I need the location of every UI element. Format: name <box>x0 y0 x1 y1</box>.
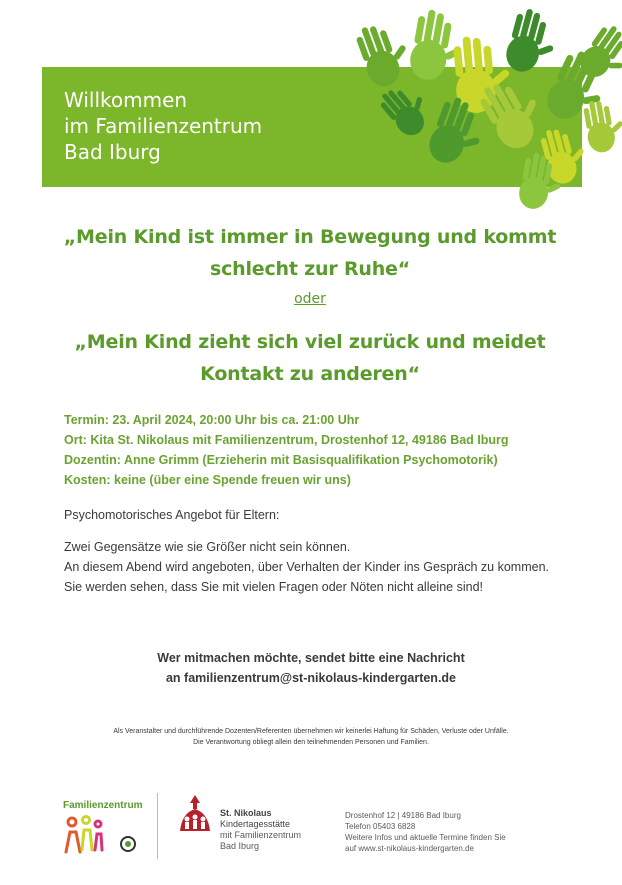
sn-line-3: mit Familienzentrum <box>220 830 302 840</box>
footer-divider <box>157 793 158 859</box>
handprints-decoration <box>300 0 622 225</box>
contact-info: Weitere Infos und aktuelle Termine finden Sie <box>345 833 506 842</box>
headline-2-line-2: Kontakt zu anderen“ <box>200 363 420 385</box>
banner-line-3: Bad Iburg <box>64 140 161 164</box>
headline-1 <box>30 221 590 285</box>
banner-line-1: Willkommen <box>64 88 188 112</box>
disclaimer-line-1: Als Veranstalter und durchführende Dozenten/Referenten übernehmen wir keinerlei Haftung für Schäden, Verluste oder Unfälle. <box>113 728 509 735</box>
sn-line-1: St. Nikolaus <box>220 808 272 818</box>
familienzentrum-logo-icon <box>62 812 144 858</box>
sn-line-2: Kindertagesstätte <box>220 819 291 829</box>
offer-title: Psychomotorisches Angebot für Eltern: <box>64 508 280 522</box>
sn-line-4: Bad Iburg <box>220 841 260 851</box>
headline-2 <box>30 326 590 390</box>
offer-description: Zwei Gegensätze wie sie Größer nicht sein können. An diesem Abend wird angeboten, über Verhalten der Kinder ins Gespräch zu kommen. Sie werden sehen, dass Sie mit vielen Fragen oder Nöten nicht alleine sind! <box>64 540 550 594</box>
detail-location: Ort: Kita St. Nikolaus mit Familienzentrum, Drostenhof 12, 49186 Bad Iburg <box>64 433 509 447</box>
detail-date: Termin: 23. April 2024, 20:00 Uhr bis ca. 21:00 Uhr <box>64 413 360 427</box>
cta-email: an familienzentrum@st-nikolaus-kindergarten.de <box>165 671 457 685</box>
detail-cost: Kosten: keine (über eine Spende freuen wir uns) <box>64 473 351 487</box>
disclaimer-line-2: Die Verantwortung obliegt allein den teilnehmenden Personen und Familien. <box>193 739 429 746</box>
familienzentrum-logo-title: Familienzentrum <box>63 800 143 811</box>
detail-instructor: Dozentin: Anne Grimm (Erzieherin mit Basisqualifikation Psychomotorik) <box>64 453 498 467</box>
contact-phone: Telefon 05403 6828 <box>345 822 416 831</box>
banner-line-2: im Familienzentrum <box>64 114 263 138</box>
headline-2-line-1: „Mein Kind zieht sich viel zurück und meidet <box>74 331 546 353</box>
contact-website[interactable]: auf www.st-nikolaus-kindergarten.de <box>345 844 474 853</box>
headline-1-line-1: „Mein Kind ist immer in Bewegung und kommt <box>63 226 557 248</box>
separator-oder: oder <box>294 291 326 307</box>
headline-1-line-2: schlecht zur Ruhe“ <box>209 258 410 280</box>
st-nikolaus-logo-icon <box>176 793 214 833</box>
contact-address: Drostenhof 12 | 49186 Bad Iburg <box>345 811 461 820</box>
cta-line-1: Wer mitmachen möchte, sendet bitte eine Nachricht <box>157 651 465 665</box>
